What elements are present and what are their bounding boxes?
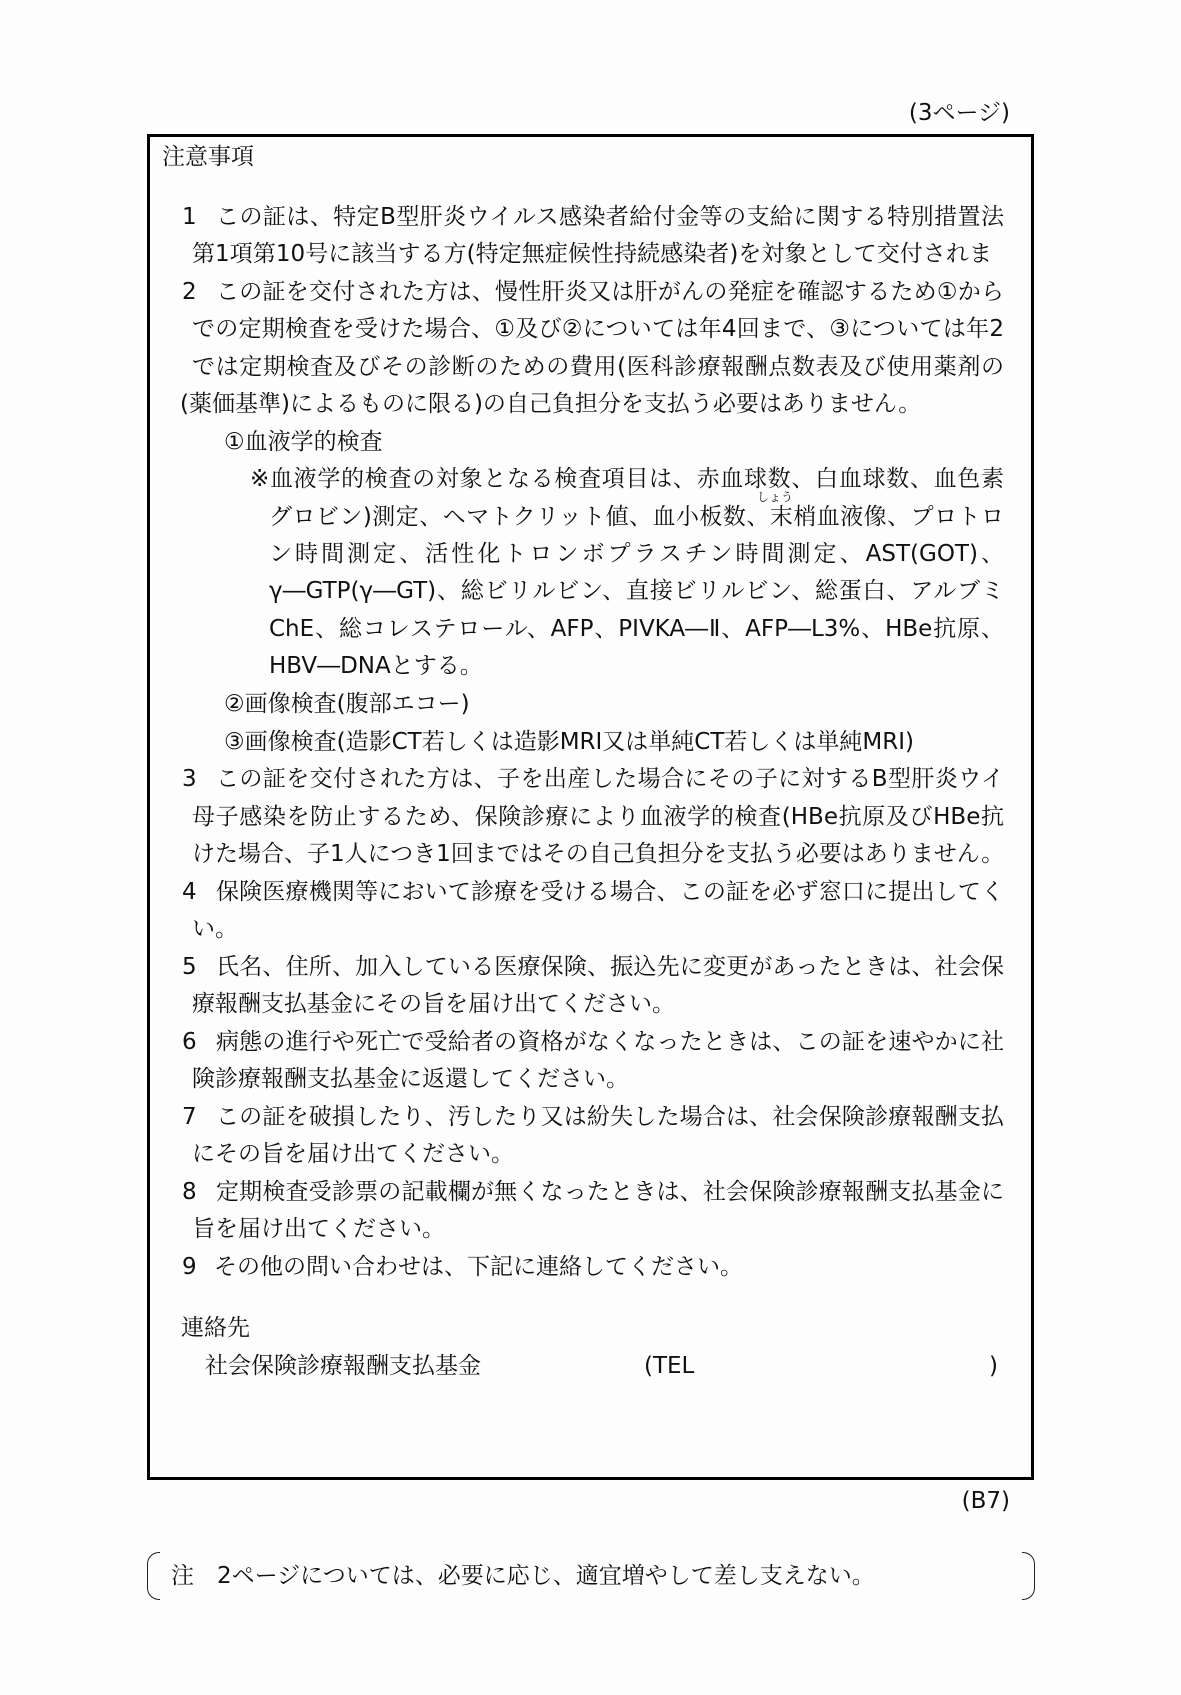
item-number: 7 — [182, 1104, 197, 1130]
contact-label: 連絡先 — [181, 1315, 250, 1341]
ruby-reading: しょう — [757, 490, 794, 504]
item-line: 定期検査受診票の記載欄が無くなったときは、社会保険診療報酬支払基金に — [216, 1179, 1004, 1205]
item-number: 4 — [182, 879, 197, 905]
item-number: 6 — [182, 1029, 197, 1055]
blood-note-line: グロビン)測定、ヘマトクリット値、血小板数、末梢血液像、プロトロ — [269, 504, 1004, 530]
item-line: 保険医療機関等において診療を受ける場合、この証を必ず窓口に提出してく — [216, 879, 1004, 905]
item-line: にその旨を届け出てください。 — [192, 1141, 514, 1167]
item-line: この証を交付された方は、子を出産した場合にその子に対するB型肝炎ウイ — [216, 766, 1004, 792]
blood-note-line: ン時間測定、活性化トロンボプラスチン時間測定、AST(GOT)、 — [269, 541, 1004, 567]
item-line: この証は、特定B型肝炎ウイルス感染者給付金等の支給に関する特別措置法 — [216, 204, 1004, 230]
item-line: けた場合、子1人につき1回まではその自己負担分を支払う必要はありません。 — [192, 841, 1005, 867]
item-line: では定期検査及びその診断のための費用(医科診療報酬点数表及び使用薬剤の — [192, 354, 1004, 380]
blood-note-line: ※血液学的検査の対象となる検査項目は、赤血球数、白血球数、血色素 — [250, 466, 1004, 492]
blood-note-line: ChE、総コレステロール、AFP、PIVKA―Ⅱ、AFP―L3%、HBe抗原、 — [269, 616, 1004, 642]
item-number: 3 — [182, 766, 197, 792]
item-number: 9 — [182, 1254, 197, 1280]
form-code: (B7) — [961, 1488, 1010, 1514]
tel-close-paren: ) — [989, 1353, 998, 1379]
item-number: 1 — [182, 204, 197, 230]
item-line: 第1項第10号に該当する方(特定無症候性持続感染者)を対象として交付されま — [192, 241, 992, 267]
item-line: 母子感染を防止するため、保険診療により血液学的検査(HBe抗原及びHBe抗 — [192, 804, 1004, 830]
item-line: 旨を届け出てください。 — [192, 1216, 445, 1242]
tel-label: (TEL — [644, 1353, 695, 1379]
page-number: (3ページ) — [908, 100, 1010, 126]
item-line: い。 — [192, 916, 238, 942]
item-line: 氏名、住所、加入している医療保険、振込先に変更があったときは、社会保 — [216, 954, 1004, 980]
item-line: での定期検査を受けた場合、①及び②については年4回まで、③については年2 — [192, 316, 1004, 342]
note-bracket-right — [1022, 1552, 1035, 1600]
item-line: この証を交付された方は、慢性肝炎又は肝がんの発症を確認するため①から — [216, 279, 1004, 305]
item-number: 8 — [182, 1179, 197, 1205]
blood-note-line: HBV―DNAとする。 — [269, 653, 483, 679]
item-line: 険診療報酬支払基金に返還してください。 — [192, 1066, 629, 1092]
sub-item-blood-test: ①血液学的検査 — [224, 429, 383, 455]
item-line: その他の問い合わせは、下記に連絡してください。 — [214, 1254, 743, 1280]
note-bracket-left — [147, 1552, 160, 1600]
item-line: この証を破損したり、汚したり又は紛失した場合は、社会保険診療報酬支払 — [216, 1104, 1004, 1130]
item-line: 療報酬支払基金にその旨を届け出てください。 — [192, 991, 675, 1017]
item-number: 2 — [182, 279, 197, 305]
item-line: (薬価基準)によるものに限る)の自己負担分を支払う必要はありません。 — [180, 391, 922, 417]
sub-item-ct-mri: ③画像検査(造影CT若しくは造影MRI又は単純CT若しくは単純MRI) — [224, 729, 914, 755]
footnote: 注 2ページについては、必要に応じ、適宜増やして差し支えない。 — [171, 1563, 875, 1589]
sub-item-echo: ②画像検査(腹部エコー) — [224, 691, 470, 717]
contact-organization: 社会保険診療報酬支払基金 — [205, 1353, 481, 1379]
blood-note-line: γ―GTP(γ―GT)、総ビリルビン、直接ビリルビン、総蛋白、アルブミ — [269, 578, 1004, 604]
box-title: 注意事項 — [162, 144, 254, 170]
item-line: 病態の進行や死亡で受給者の資格がなくなったときは、この証を速やかに社 — [216, 1029, 1004, 1055]
item-number: 5 — [182, 954, 197, 980]
